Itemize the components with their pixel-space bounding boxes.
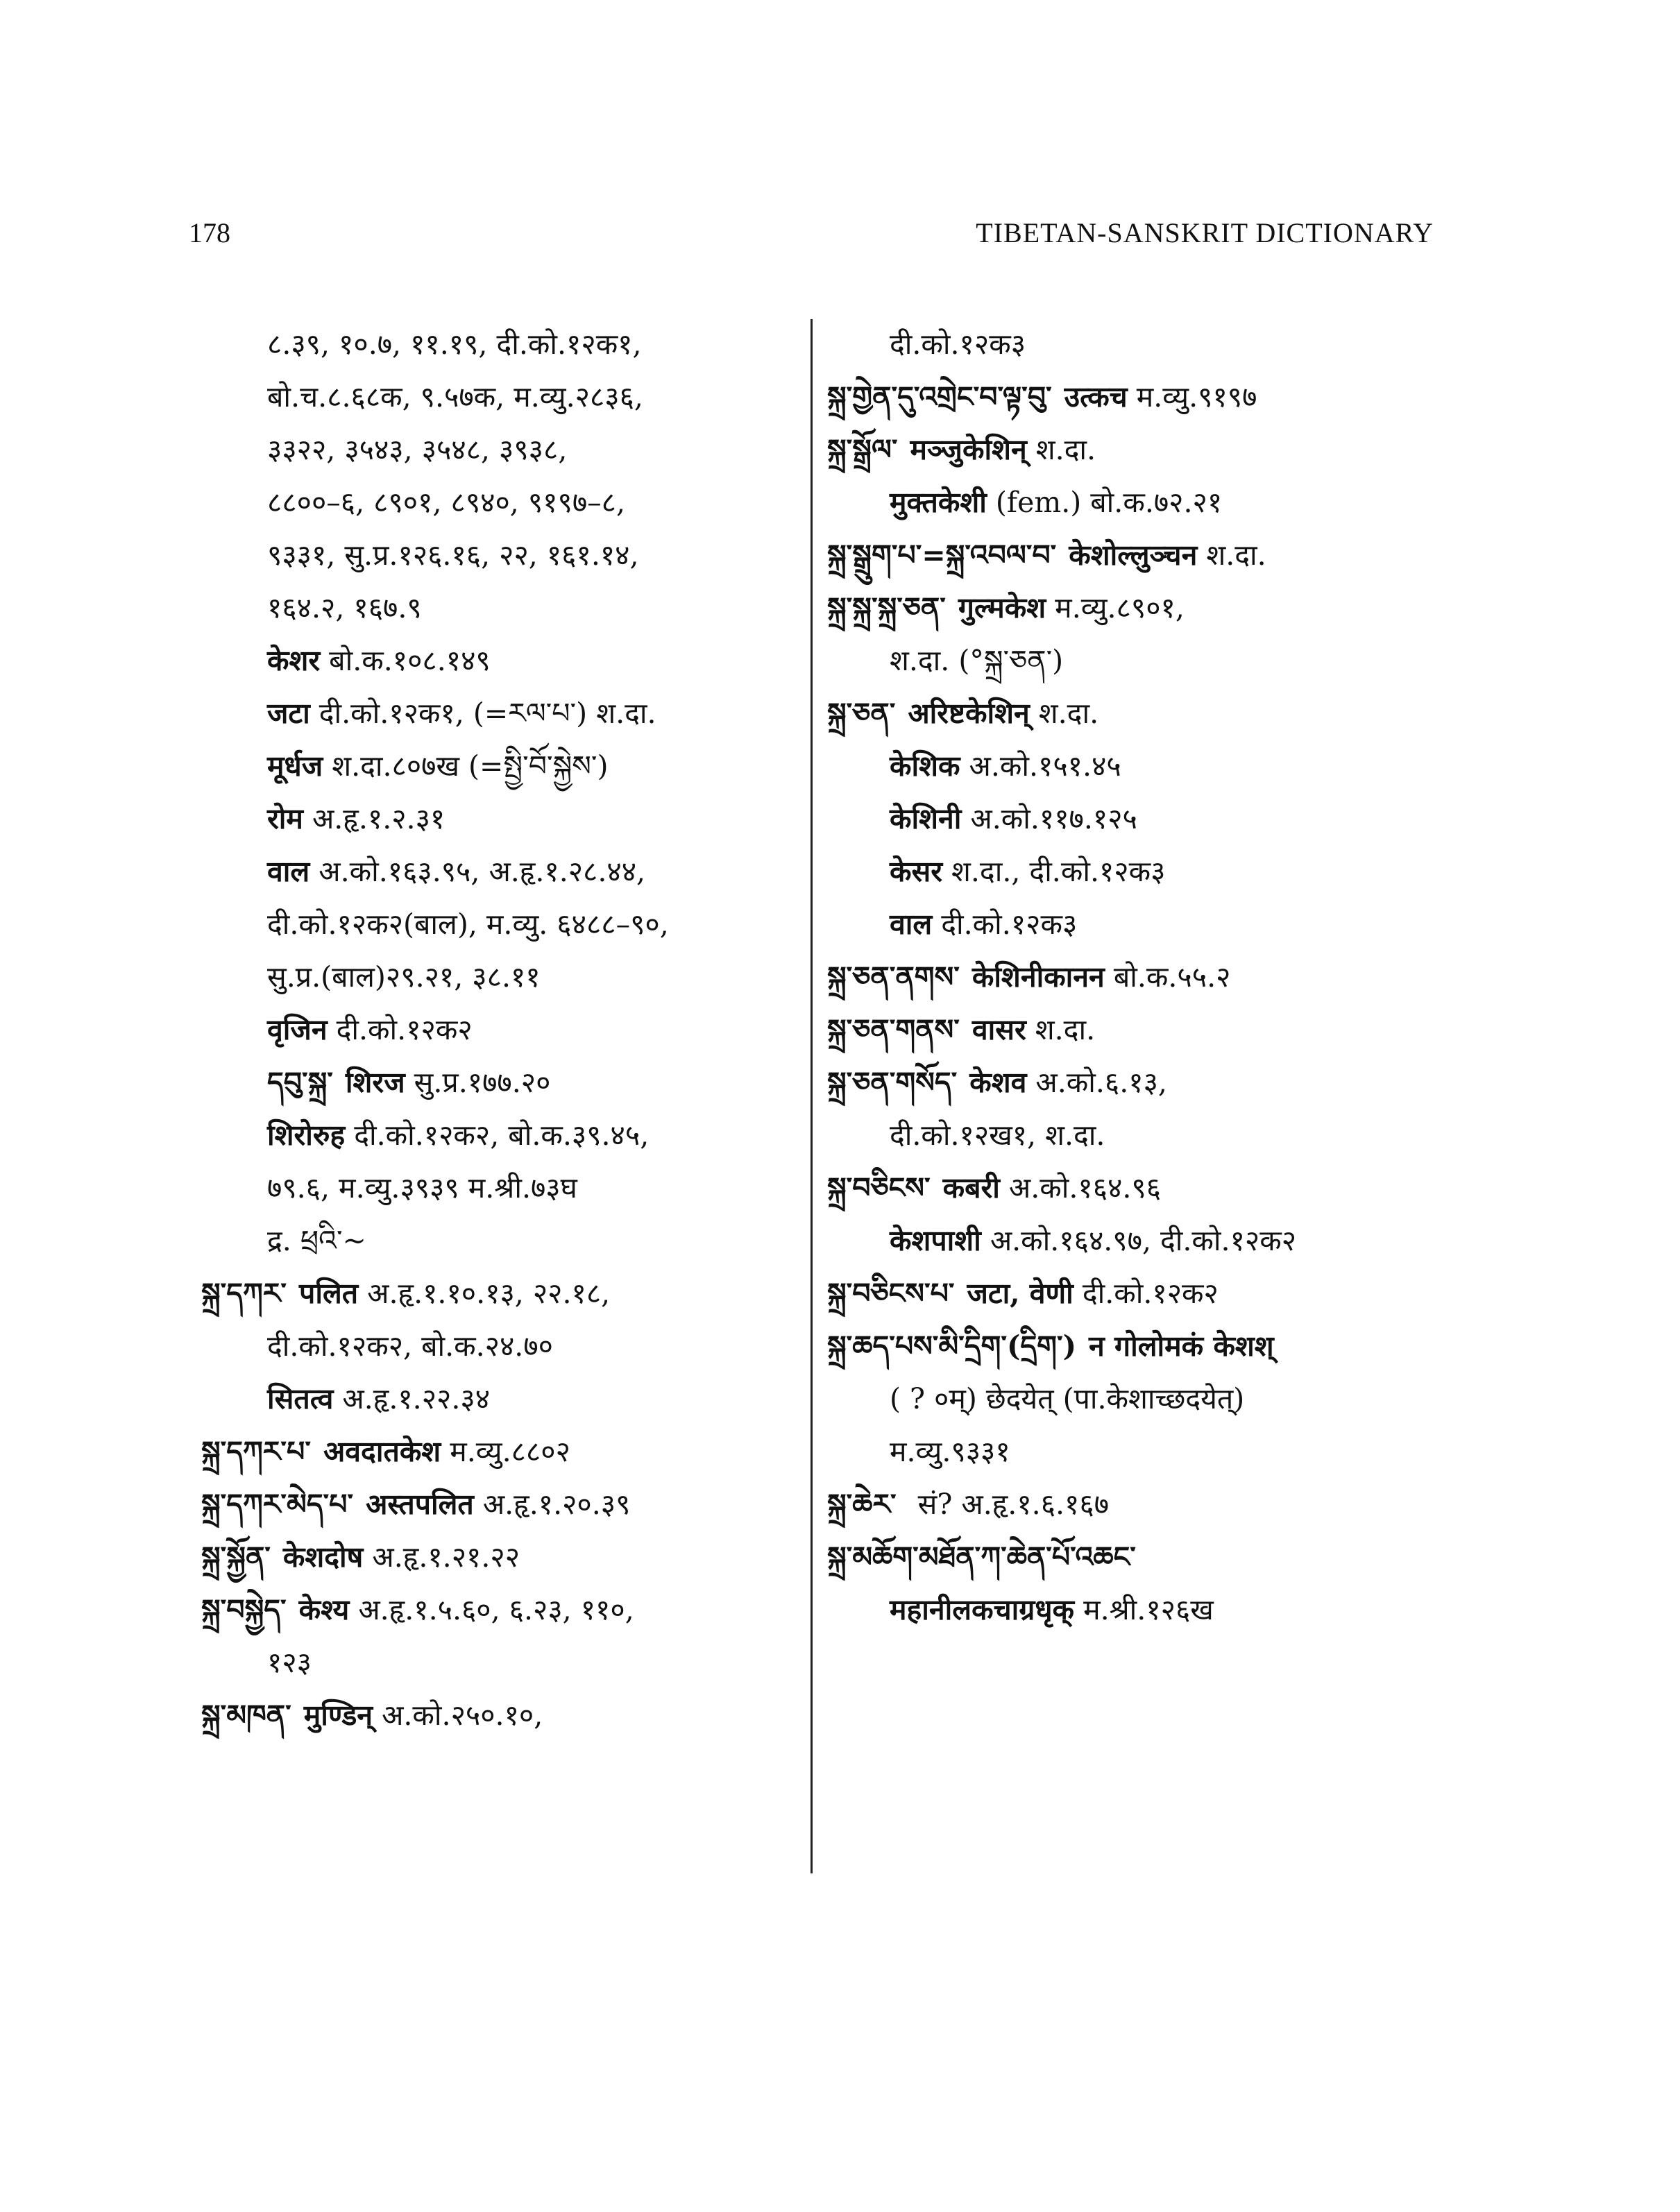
reference-text: अ.को.१६४.९६ bbox=[999, 1171, 1162, 1205]
reference-text: सु.प्र.(बाल)२९.२१, ३८.११ bbox=[267, 960, 541, 994]
sanskrit-equivalent: केशिक bbox=[890, 749, 960, 783]
sanskrit-equivalent: सितत्व bbox=[267, 1382, 334, 1415]
page-number: 178 bbox=[189, 217, 230, 248]
dictionary-line bbox=[827, 1162, 1493, 1214]
tibetan-headword: སྐྲ་གྱེན་དུ་འགྲེང་བ་ལྟ་བུ་ bbox=[827, 380, 1052, 414]
reference-text: बो.क.५५.२ bbox=[1104, 960, 1231, 994]
dictionary-line bbox=[827, 371, 1493, 423]
dictionary-line bbox=[827, 1003, 1493, 1056]
reference-text: श.दा. (°སྐྲ་ཅན་) bbox=[890, 644, 1064, 677]
sanskrit-equivalent: वाल bbox=[267, 855, 310, 888]
reference-text: अ.को.१६३.९५, अ.हृ.१.२८.४४, bbox=[309, 855, 646, 888]
dictionary-line bbox=[827, 634, 1493, 687]
sanskrit-equivalent: अस्तपलित bbox=[366, 1488, 474, 1521]
dictionary-line bbox=[201, 740, 798, 792]
dictionary-line bbox=[827, 1425, 1493, 1478]
dictionary-line bbox=[827, 1372, 1493, 1425]
sanskrit-equivalent: वाल bbox=[890, 908, 933, 941]
reference-text: द्र. ཕྲའི་~ bbox=[267, 1224, 366, 1257]
dictionary-line bbox=[201, 1109, 798, 1162]
sanskrit-equivalent: जटा bbox=[267, 697, 310, 730]
dictionary-line bbox=[201, 1056, 798, 1109]
sanskrit-equivalent: रोम bbox=[267, 802, 303, 835]
reference-text: दी.को.१२क२ bbox=[1073, 1277, 1219, 1310]
dictionary-line bbox=[201, 951, 798, 1003]
tibetan-headword: སྐྲ་དཀར་པ་ bbox=[201, 1435, 311, 1468]
sanskrit-equivalent: केशदोष bbox=[282, 1540, 364, 1574]
reference-text: म.व्यु.८९०१, bbox=[1046, 591, 1185, 624]
dictionary-line bbox=[201, 371, 798, 423]
dictionary-line bbox=[827, 1056, 1493, 1109]
reference-text: श.दा.८०७ख (=སྤྱི་བོ་སྐྱེས་) bbox=[323, 749, 609, 783]
left-column bbox=[201, 318, 798, 1742]
dictionary-line bbox=[201, 1583, 798, 1636]
reference-text: श.दा. bbox=[1197, 538, 1266, 572]
sanskrit-equivalent: केशिनीकानन bbox=[971, 960, 1105, 994]
sanskrit-equivalent: महानीलकचाग्रधृक् bbox=[890, 1593, 1075, 1626]
tibetan-headword: སྐྲ་མཆོག་མཐོན་ཀ་ཆེན་པོ་འཆང་ bbox=[827, 1540, 1136, 1574]
dictionary-line bbox=[201, 845, 798, 898]
sanskrit-equivalent: कबरी bbox=[942, 1171, 1000, 1205]
dictionary-line bbox=[201, 898, 798, 951]
tibetan-headword: སྐྲ་དཀར་མེད་པ་ bbox=[201, 1488, 354, 1521]
dictionary-line bbox=[201, 529, 798, 581]
reference-text: सं? अ.हृ.१.६.१६७ bbox=[908, 1488, 1110, 1521]
reference-text: श.दा. bbox=[1026, 1013, 1096, 1046]
tibetan-headword: སྐྲ་ཆེར་ bbox=[827, 1488, 897, 1521]
reference-text: अ.को.१५१.४५ bbox=[960, 749, 1121, 783]
reference-text: दी.को.१२क२, बो.क.३९.४५, bbox=[345, 1118, 650, 1152]
reference-text: श.दा. bbox=[1029, 697, 1099, 730]
reference-text: म.श्री.१२६ख bbox=[1074, 1593, 1214, 1626]
reference-text: ९३३१, सु.प्र.१२६.१६, २२, १६१.१४, bbox=[267, 538, 639, 572]
dictionary-line bbox=[827, 687, 1493, 740]
sanskrit-equivalent: केशिनी bbox=[890, 802, 962, 835]
sanskrit-equivalent: वासर bbox=[971, 1013, 1026, 1046]
dictionary-line bbox=[827, 898, 1493, 951]
sanskrit-equivalent: केश्य bbox=[298, 1593, 350, 1626]
sanskrit-equivalent: अवदातकेश bbox=[323, 1435, 441, 1468]
dictionary-line bbox=[827, 951, 1493, 1003]
reference-text: दी.को.१२क१, (=རལ་པ་) श.दा. bbox=[309, 697, 656, 730]
dictionary-line bbox=[201, 1003, 798, 1056]
reference-text: अ.को.६.१३, bbox=[1026, 1066, 1167, 1099]
reference-text: अ.हृ.१.२०.३९ bbox=[473, 1488, 631, 1521]
tibetan-headword: སྐྲ་སྐྱོན་ bbox=[201, 1540, 271, 1574]
dictionary-line bbox=[201, 581, 798, 634]
tibetan-headword: སྐྲ་སྒྲོལ་ bbox=[827, 433, 898, 466]
reference-text: १६४.२, १६७.९ bbox=[267, 591, 422, 624]
dictionary-line bbox=[201, 318, 798, 371]
reference-text: श.दा. bbox=[1026, 433, 1096, 466]
reference-text: म.व्यु.९१९७ bbox=[1127, 380, 1257, 414]
tibetan-headword: སྐྲ་ཆད་པས་མི་དྲིག་(དྲིག་) bbox=[827, 1329, 1077, 1363]
reference-text: म.व्यु.९३३१ bbox=[890, 1435, 1010, 1468]
dictionary-line bbox=[201, 423, 798, 476]
reference-text: अ.हृ.१.२१.२२ bbox=[363, 1540, 520, 1574]
dictionary-line bbox=[827, 1214, 1493, 1267]
right-column bbox=[827, 318, 1493, 1636]
reference-text: ( ? ०म्) छेदयेत् (पा.केशाच्छदयेत्) bbox=[890, 1382, 1245, 1415]
running-head: TIBETAN-SANSKRIT DICTIONARY bbox=[976, 217, 1434, 248]
sanskrit-equivalent: अरिष्टकेशिन् bbox=[908, 697, 1030, 730]
dictionary-line bbox=[201, 1214, 798, 1267]
reference-text: दी.को.१२क३ bbox=[890, 327, 1026, 361]
dictionary-line bbox=[827, 476, 1493, 529]
reference-text: अ.को.२५०.१०, bbox=[373, 1699, 543, 1732]
reference-text: श.दा., दी.को.१२क३ bbox=[942, 855, 1166, 888]
dictionary-line bbox=[201, 476, 798, 529]
reference-text: १२३ bbox=[267, 1646, 312, 1679]
dictionary-line bbox=[827, 1267, 1493, 1320]
dictionary-line bbox=[201, 634, 798, 687]
reference-text: दी.को.१२क३ bbox=[932, 908, 1078, 941]
sanskrit-equivalent: केशोल्लुञ्चन bbox=[1069, 538, 1198, 572]
dictionary-line bbox=[827, 1583, 1493, 1636]
dictionary-line bbox=[201, 1372, 798, 1425]
sanskrit-equivalent: मुण्डिन् bbox=[303, 1699, 373, 1732]
tibetan-headword: སྐྲ་ཅན་གསོད་ bbox=[827, 1066, 958, 1099]
dictionary-line bbox=[827, 1531, 1493, 1583]
sanskrit-equivalent: गुल्मकेश bbox=[958, 591, 1046, 624]
dictionary-line bbox=[201, 792, 798, 845]
reference-text: अ.को.१६४.९७, दी.को.१२क२ bbox=[981, 1224, 1297, 1257]
reference-text: दी.को.१२ख१, श.दा. bbox=[890, 1118, 1105, 1152]
reference-text: दी.को.१२क२ bbox=[327, 1013, 473, 1046]
dictionary-line bbox=[827, 845, 1493, 898]
sanskrit-equivalent: शिरज bbox=[345, 1066, 405, 1099]
tibetan-headword: སྐྲ་སྒྲུག་པ་=སྐྲ་འབལ་བ་ bbox=[827, 538, 1057, 572]
reference-text: बो.च.८.६८क, ९.५७क, म.व्यु.२८३६, bbox=[267, 380, 643, 414]
sanskrit-equivalent: मुक्तकेशी bbox=[890, 486, 987, 519]
dictionary-line bbox=[827, 792, 1493, 845]
dictionary-line bbox=[827, 1320, 1493, 1372]
sanskrit-equivalent: केशर bbox=[267, 644, 321, 677]
dictionary-line bbox=[827, 1478, 1493, 1531]
dictionary-line bbox=[201, 1425, 798, 1478]
dictionary-line bbox=[201, 1162, 798, 1214]
reference-text: सु.प्र.१७७.२० bbox=[405, 1066, 551, 1099]
dictionary-line bbox=[201, 1636, 798, 1689]
tibetan-headword: སྐྲ་བཅིངས་ bbox=[827, 1171, 931, 1205]
sanskrit-equivalent: केशव bbox=[969, 1066, 1027, 1099]
dictionary-line bbox=[827, 529, 1493, 581]
dictionary-line bbox=[827, 581, 1493, 634]
reference-text: अ.हृ.१.२.३१ bbox=[303, 802, 446, 835]
sanskrit-equivalent: मञ्जुकेशिन् bbox=[910, 433, 1027, 466]
sanskrit-equivalent: पलित bbox=[299, 1277, 359, 1310]
dictionary-line bbox=[201, 1320, 798, 1372]
sanskrit-equivalent: उत्कच bbox=[1064, 380, 1128, 414]
tibetan-headword: སྐྲ་བཅིངས་པ་ bbox=[827, 1277, 955, 1310]
reference-text: ८.३९, १०.७, ११.१९, दी.को.१२क१, bbox=[267, 327, 642, 361]
reference-text: ३३२२, ३५४३, ३५४८, ३९३८, bbox=[267, 433, 568, 466]
sanskrit-equivalent: न गोलोमकं केशश् bbox=[1089, 1329, 1274, 1363]
tibetan-headword: སྐྲ་ཅན་གནས་ bbox=[827, 1013, 960, 1046]
sanskrit-equivalent: वृजिन bbox=[267, 1013, 328, 1046]
dictionary-line bbox=[827, 740, 1493, 792]
dictionary-line bbox=[827, 318, 1493, 371]
dictionary-line bbox=[201, 1267, 798, 1320]
dictionary-line bbox=[201, 1478, 798, 1531]
reference-text: म.व्यु.८८०२ bbox=[441, 1435, 570, 1468]
tibetan-headword: སྐྲ་བསྐྱེད་ bbox=[201, 1593, 287, 1626]
tibetan-headword: སྐྲ་ཅན་ནགས་ bbox=[827, 960, 960, 994]
dictionary-line bbox=[827, 423, 1493, 476]
reference-text: (fem.) बो.क.७२.२१ bbox=[986, 486, 1223, 519]
tibetan-headword: དབུ་སྐྲ་ bbox=[267, 1066, 333, 1099]
dictionary-line bbox=[827, 1109, 1493, 1162]
reference-text: अ.को.११७.१२५ bbox=[961, 802, 1137, 835]
column-divider bbox=[811, 319, 813, 1873]
tibetan-headword: སྐྲ་ཅན་ bbox=[827, 697, 896, 730]
tibetan-headword: སྐྲ་དཀར་ bbox=[201, 1277, 287, 1310]
reference-text: ८८००–६, ८९०१, ८९४०, ९१९७–८, bbox=[267, 486, 625, 519]
reference-text: दी.को.१२क२(बाल), म.व्यु. ६४८८–९०, bbox=[267, 908, 669, 941]
reference-text: दी.को.१२क२, बो.क.२४.७० bbox=[267, 1329, 553, 1363]
sanskrit-equivalent: केशपाशी bbox=[890, 1224, 981, 1257]
sanskrit-equivalent: शिरोरुह bbox=[267, 1118, 346, 1152]
reference-text: ७९.६, म.व्यु.३९३९ म.श्री.७३घ bbox=[267, 1171, 577, 1205]
reference-text: अ.हृ.१.२२.३४ bbox=[333, 1382, 491, 1415]
tibetan-headword: སྐྲ་སྐྲ་སྐྲ་ཅན་ bbox=[827, 591, 946, 624]
dictionary-line bbox=[201, 1531, 798, 1583]
sanskrit-equivalent: केसर bbox=[890, 855, 942, 888]
sanskrit-equivalent: मूर्धज bbox=[267, 749, 323, 783]
dictionary-line bbox=[201, 1689, 798, 1742]
sanskrit-equivalent: जटा, वेणी bbox=[967, 1277, 1074, 1310]
tibetan-headword: སྐྲ་མཁན་ bbox=[201, 1699, 291, 1732]
reference-text: बो.क.१०८.१४९ bbox=[320, 644, 491, 677]
dictionary-line bbox=[201, 687, 798, 740]
reference-text: अ.हृ.१.१०.१३, २२.१८, bbox=[358, 1277, 611, 1310]
reference-text: अ.हृ.१.५.६०, ६.२३, ११०, bbox=[349, 1593, 634, 1626]
